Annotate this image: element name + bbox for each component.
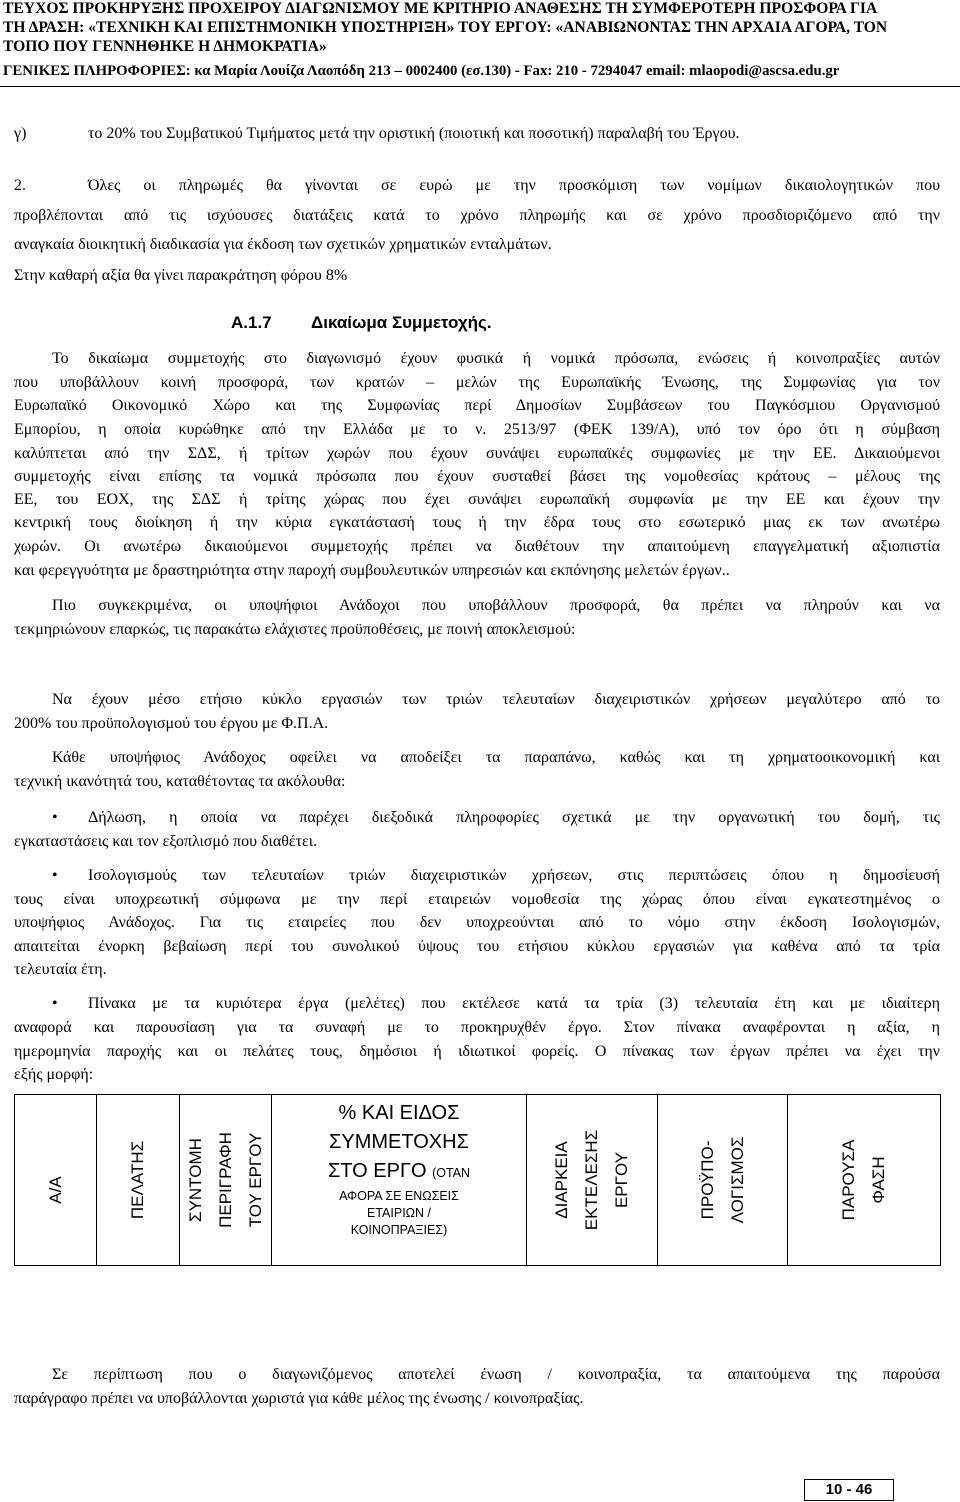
- bullet-2-line-1: Ισολογισμούς των τελευταίων τριών διαχειριστικών χρήσεων, στις περιπτώσεις όπου η δημοσίευσή: [88, 867, 940, 884]
- header-cell-client: [97, 1095, 180, 1266]
- header-label-aa: Α/Α: [45, 1176, 65, 1204]
- header-phase-line-2: ΦΑΣΗ: [869, 1156, 888, 1204]
- clause-label-gamma: γ): [14, 125, 27, 142]
- bullet-1-line-1: Δήλωση, η οποία να παρέχει διεξοδικά πληροφορίες σχετικά με την οργανωτική του δομή, τις: [88, 809, 940, 826]
- table-header-row: [15, 1095, 941, 1266]
- header-description-line-3: ΤΟΥ ΕΡΓΟΥ: [245, 1132, 265, 1228]
- header-contact-info: ΓΕΝΙΚΕΣ ΠΛΗΡΟΦΟΡΙΕΣ: κα Μαρία Λουίζα Λαοπόδη 213 – 0002400 (εσ.130) - Fax: 210 - 7294047 email: mlaopodi@ascsa.edu.gr: [3, 63, 840, 79]
- header-share-line-3b: (ΟΤΑΝ: [432, 1166, 471, 1180]
- paragraph-2-line-2: προβλέπονται από τις ισχύουσες διατάξεις κατά το χρόνο πληρωμής και σε χρόνο προσδιοριζόμενο από την: [14, 207, 940, 224]
- clause-gamma-text: το 20% του Συμβατικού Τιμήματος μετά την οριστική (ποιοτική και ποσοτική) παραλαβή του Έργου.: [88, 125, 740, 142]
- participation-line-7: ΕΕ, του ΕΟΧ, της ΣΔΣ ή τρίτης χώρας που έχει συνάψει ευρωπαϊκή συμφωνία με την ΕΕ και έχουν την: [14, 491, 940, 508]
- header-cell-participation-share: [272, 1095, 527, 1266]
- paragraph-number-2: 2.: [14, 177, 26, 194]
- header-label-current-phase: [834, 1140, 894, 1221]
- joint-venture-line-1: Σε περίπτωση που ο διαγωνιζόμενος αποτελεί ένωση / κοινοπραξία, τα απαιτούμενα της παρούσα: [52, 1366, 940, 1383]
- bullet-marker-1: •: [52, 809, 58, 826]
- withholding-tax-line: Στην καθαρή αξία θα γίνει παρακράτηση φόρου 8%: [14, 267, 348, 284]
- bullet-3-line-3: ημερομηνία παροχής και οι πελάτες τους, δημόσιοι ή ιδιωτικοί φορείς. Ο πίνακας των έργων πρέπει να έχει την: [14, 1043, 940, 1060]
- proof-intro-line-1: Κάθε υποψήφιος Ανάδοχος οφείλει να αποδείξει τα παραπάνω, καθώς και τη χρηματοοικονομική και: [52, 749, 940, 766]
- bullet-2-line-4: απαιτείται ένορκη βεβαίωση περί του συνολικού ύψους του ετήσιου κύκλου εργασιών για καθένα από τα τρία: [14, 938, 940, 955]
- turnover-requirement-line-2: 200% του προϋπολογισμού του έργου με Φ.Π.Α.: [14, 715, 329, 732]
- header-share-line-2: ΣΥΜΜΕΤΟΧΗΣ: [329, 1131, 469, 1153]
- header-budget-line-2: ΛΟΓΙΣΜΟΣ: [727, 1136, 747, 1224]
- header-budget-line-1: ΠΡΟΫΠΟ-: [697, 1140, 717, 1220]
- header-description-line-2: ΠΕΡΙΓΡΑΦΗ: [215, 1132, 235, 1228]
- participation-line-10: και φερεγγυότητα με δραστηριότητα στην παροχή συμβουλευτικών υπηρεσιών και εκπόνησης μελετών έργων..: [14, 562, 730, 579]
- header-cell-current-phase: [788, 1095, 941, 1266]
- joint-venture-line-2: παράγραφο πρέπει να υποβάλλονται χωριστά για κάθε μέλος της ένωσης / κοινοπραξίας.: [14, 1390, 584, 1407]
- header-share-line-5: ΕΤΑΙΡΙΩΝ /: [367, 1206, 431, 1220]
- bullet-3-line-4: εξής μορφή:: [14, 1066, 94, 1083]
- paragraph-2-line-3: αναγκαία διοικητική διαδικασία για έκδοση των σχετικών χρηματικών ενταλμάτων.: [14, 236, 552, 253]
- header-share-line-1: % ΚΑΙ ΕΙΔΟΣ: [338, 1102, 460, 1124]
- participation-line-2: που υποβάλλουν κοινή προσφορά, των κρατών – μελών της Ευρωπαϊκής Ένωσης, της Συμφωνίας για τον: [14, 374, 940, 391]
- header-duration-line-1: ΔΙΑΡΚΕΙΑ: [552, 1141, 571, 1219]
- bullet-1-line-2: εγκαταστάσεις και τον εξοπλισμό που διαθέτει.: [14, 833, 318, 850]
- section-title: Δικαίωμα Συμμετοχής.: [311, 313, 492, 332]
- header-title-line-2: ΤΗ ΔΡΑΣΗ: «ΤΕΧΝΙΚΗ ΚΑΙ ΕΠΙΣΤΗΜΟΝΙΚΗ ΥΠΟΣΤΗΡΙΞΗ» ΤΟΥ ΕΡΓΟΥ: «ΑΝΑΒΙΩΝΟΝΤΑΣ ΤΗΝ ΑΡΧΑΙΑ ΑΓΟΡΑ, ΤΟΝ: [3, 19, 888, 36]
- bullet-marker-3: •: [52, 995, 58, 1012]
- header-duration-line-2: ΕΚΤΕΛΕΣΗΣ: [582, 1129, 601, 1231]
- header-label-description: [181, 1132, 271, 1228]
- bullet-marker-2: •: [52, 867, 58, 884]
- participation-line-9: χωρών. Οι ανωτέρω δικαιούμενοι συμμετοχής πρέπει να διαθέτουν την απαιτούμενη επαγγελματική αξιοπιστία: [14, 538, 940, 555]
- proof-intro-line-2: τεχνική ικανότητά του, καταθέτοντας τα ακόλουθα:: [14, 773, 346, 790]
- paragraph-2-line-1: Όλες οι πληρωμές θα γίνονται σε ευρώ με την προσκόμιση των νομίμων δικαιολογητικών που: [88, 177, 940, 194]
- turnover-requirement-line-1: Να έχουν μέσο ετήσιο κύκλο εργασιών των τριών τελευταίων διαχειριστικών χρήσεων μεγαλύτερο από το: [52, 691, 940, 708]
- header-title-line-3: ΤΟΠΟ ΠΟΥ ΓΕΝΝΗΘΗΚΕ Η ΔΗΜΟΚΡΑΤΙΑ»: [3, 38, 327, 55]
- header-cell-aa: [15, 1095, 97, 1266]
- header-label-client: ΠΕΛΑΤΗΣ: [128, 1140, 147, 1220]
- participation-line-1: Το δικαίωμα συμμετοχής στο διαγωνισμό έχουν φυσικά ή νομικά πρόσωπα, ενώσεις ή κοινοπραξίες αυτών: [52, 350, 940, 367]
- participation-line-3: Ευρωπαϊκό Οικονομικό Χώρο και της Συμφωνίας περί Δημοσίων Συμβάσεων του Παγκόσμιου Οργανισμού: [14, 397, 940, 414]
- participation-line-6: συμμετοχής είναι επίσης τα νομικά πρόσωπα που έχουν συσταθεί βάσει της νομοθεσίας κράτους – μέλους της: [14, 468, 940, 485]
- header-cell-budget: [658, 1095, 788, 1266]
- requirements-intro-line-2: τεκμηριώνουν επαρκώς, τις παρακάτω ελάχιστες προϋποθέσεις, με ποινή αποκλεισμού:: [14, 621, 576, 638]
- header-share-line-3: [272, 1157, 526, 1188]
- bullet-3-line-2: αναφορά και παρουσίαση για τα συναφή με το προκηρυχθέν έργο. Στον πίνακα αναφέρονται η αξία, η: [14, 1019, 940, 1036]
- header-cell-duration: [527, 1095, 658, 1266]
- participation-line-5: καλύπτεται από την ΣΔΣ, ή τρίτων χωρών που έχουν συνάψει ευρωπαϊκές συμφωνίες με την ΕΕ. Δικαιούμενοι: [14, 445, 940, 462]
- section-number: Α.1.7: [231, 313, 272, 332]
- header-share-line-4: ΑΦΟΡΑ ΣΕ ΕΝΩΣΕΙΣ: [339, 1189, 459, 1203]
- participation-line-8: κεντρική τους διοίκηση ή την κύρια εγκατάστασή τους ή την έδρα τους στο εσωτερικό μιας εκ των ανωτέρω: [14, 514, 940, 531]
- page-number: 10 - 46: [804, 1479, 894, 1501]
- bullet-2-line-2: τους είναι υποχρεωτική σύμφωνα με την περί εταιρειών νομοθεσία της χώρας όπου είναι εγκατεστημένος ο: [14, 891, 940, 908]
- header-share-line-6: ΚΟΙΝΟΠΡΑΞΙΕΣ): [350, 1223, 448, 1237]
- bullet-2-line-5: τελευταία έτη.: [14, 961, 107, 978]
- header-label-budget: [693, 1137, 753, 1224]
- header-title-line-1: ΤΕΥΧΟΣ ΠΡΟΚΗΡΥΞΗΣ ΠΡΟΧΕΙΡΟΥ ΔΙΑΓΩΝΙΣΜΟΥ ΜΕ ΚΡΙΤΗΡΙΟ ΑΝΑΘΕΣΗΣ ΤΗ ΣΥΜΦΕΡΟΤΕΡΗ ΠΡΟΣΦΟΡΑ ΓΙΑ: [3, 0, 878, 17]
- header-description-line-1: ΣΥΝΤΟΜΗ: [185, 1138, 205, 1222]
- participation-line-4: Εμπορίου, η οποία κυρώθηκε από την Ελλάδα με το ν. 2513/97 (ΦΕΚ 139/Α), υπό τον όρο ότι η σύμβαση: [14, 421, 940, 438]
- header-duration-line-3: ΕΡΓΟΥ: [612, 1151, 631, 1209]
- bullet-2-line-3: υποψήφιος Ανάδοχος. Για τις εταιρείες που δεν υποχρεούνται από το νόμο στην έκδοση Ισολογισμών,: [14, 914, 940, 931]
- header-share-line-3a: ΣΤΟ ΕΡΓΟ: [327, 1160, 427, 1182]
- requirements-intro-line-1: Πιο συγκεκριμένα, οι υποψήφιοι Ανάδοχοι που υποβάλλουν προσφορά, θα πρέπει να πληρούν και να: [52, 597, 940, 614]
- header-cell-description: [180, 1095, 272, 1266]
- projects-table: [14, 1094, 941, 1266]
- header-divider: [0, 86, 960, 87]
- header-phase-line-1: ΠΑΡΟΥΣΑ: [839, 1139, 858, 1221]
- header-label-duration: [547, 1130, 637, 1230]
- bullet-3-line-1: Πίνακα με τα κυριότερα έργα (μελέτες) που εκτέλεσε κατά τα τρία (3) τελευταία έτη και με ιδιαίτερη: [88, 995, 940, 1012]
